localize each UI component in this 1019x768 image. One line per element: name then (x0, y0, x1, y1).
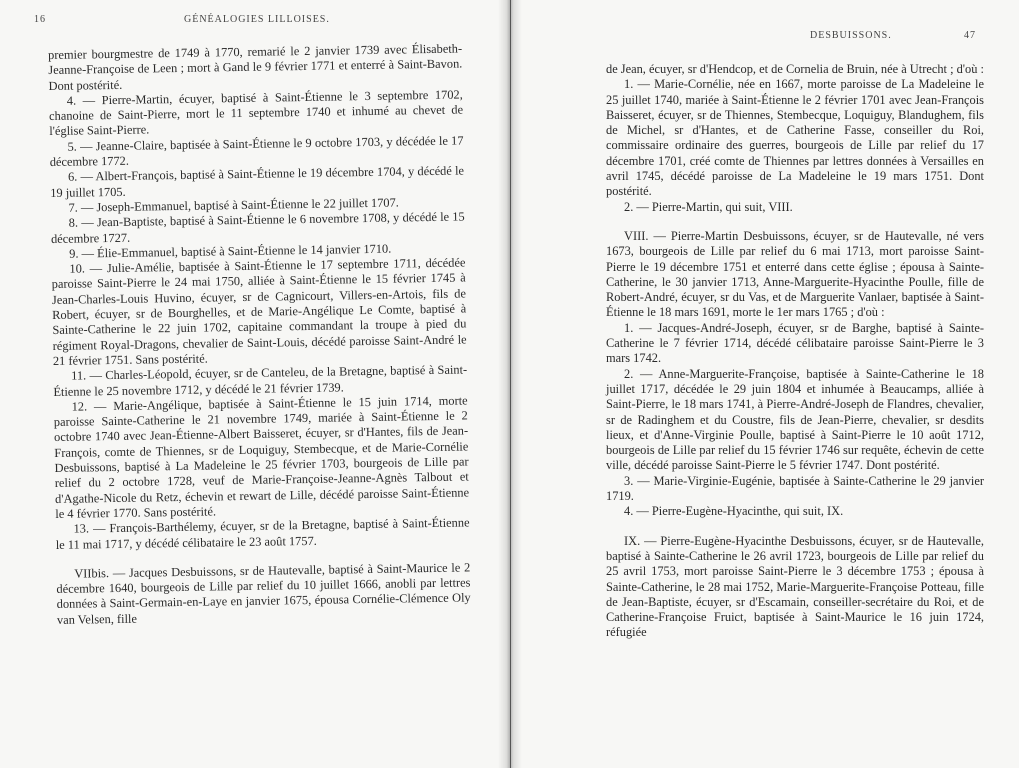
running-head-right: DESBUISSONS. (810, 30, 892, 41)
paragraph: 11. — Charles-Léopold, écuyer, sr de Canteleu, de la Bretagne, baptisé à Saint-Étienne le 25 novembre 1712, y décédé le 21 février 1739. (53, 362, 468, 399)
paragraph: 6. — Albert-François, baptisé à Saint-Étienne le 19 décembre 1704, y décédé le 19 juillet 1705. (50, 163, 465, 200)
paragraph: 4. — Pierre-Eugène-Hyacinthe, qui suit, IX. (624, 504, 844, 519)
paragraph: IX. — Pierre-Eugène-Hyacinthe Desbuissons, écuyer, sr de Hautevalle, baptisé à Sainte-Catherine le 26 avril 1723, bourgeois de Lille par relief du 25 avril 1753, mort paroisse Saint-Pierre le 3 décembre 1753 ; épousa à Sainte-Catherine, le 28 mai 1752, Marie-Marguerite-Françoise Potteau, fille de Jean-Baptiste, écuyer, sr d'Escamain, conseiller-secrétaire du Roi, et de Catherine-Françoise Fruict, baptisée à Saint-Maurice le 16 juin 1724, réfugiée (606, 533, 984, 640)
paragraph: premier bourgmestre de 1749 à 1770, remarié le 2 janvier 1739 avec Élisabeth-Jeanne-Françoise de Leen ; mort à Gand le 9 février 1771 et enterré à Saint-Bavon. Dont postérité. (48, 41, 463, 93)
paragraph: 5. — Jeanne-Claire, baptisée à Saint-Étienne le 9 octobre 1703, y décédée le 17 décembre 1772. (49, 133, 464, 170)
paragraph: VIIbis. — Jacques Desbuissons, sr de Hautevalle, baptisé à Saint-Maurice le 2 décembre 1640, bourgeois de Lille par relief du 10 juillet 1666, anobli par lettres données à Saint-Germain-en-Laye en janvier 1675, épousa Cornélie-Clémence Oly van Velsen, fille (56, 560, 471, 627)
page-number-left: 16 (34, 14, 46, 25)
right-page (510, 0, 1019, 768)
paragraph: 1. — Marie-Cornélie, née en 1667, morte paroisse de La Madeleine le 25 juillet 1740, mariée à Saint-Étienne le 2 février 1701 avec Jean-François Baisseret, écuyer, sr de Thiennes, Stembecque, Loquiguy, Blandughem, fils de Michel, sr d'Hantes, et de Catherine Fasse, conseiller du Roi, commissaire ordinaire des guerres, bourgeois de Lille par relief du 17 décembre 1701, créé comte de Thiennes par lettres données à Versailles en avril 1745, décédé paroisse de La Madeleine le 19 mars 1751. Dont postérité. (606, 77, 984, 199)
paragraph: 8. — Jean-Baptiste, baptisé à Saint-Étienne le 6 novembre 1708, y décédé le 15 décembre 1727. (50, 209, 465, 246)
running-head-left: GÉNÉALOGIES LILLOISES. (184, 14, 330, 25)
left-page-text (48, 41, 471, 627)
paragraph: 4. — Pierre-Martin, écuyer, baptisé à Saint-Étienne le 3 septembre 1702, chanoine de Saint-Pierre, mort le 11 septembre 1740 et inhumé au chevet de l'église Saint-Pierre. (48, 87, 464, 139)
right-page-text (606, 62, 984, 641)
paragraph: 2. — Pierre-Martin, qui suit, VIII. (624, 199, 793, 214)
paragraph: de Jean, écuyer, sr d'Hendcop, et de Cornelia de Bruin, née à Utrecht ; d'où : (606, 62, 984, 76)
page-number-right: 47 (964, 30, 976, 41)
paragraph: 13. — François-Barthélemy, écuyer, sr de la Bretagne, baptisé à Saint-Étienne le 11 mai 1717, y décédé célibataire le 23 août 1757. (55, 515, 470, 552)
paragraph: 2. — Anne-Marguerite-Françoise, baptisée à Sainte-Catherine le 18 juillet 1717, décédée le 29 juin 1804 et inhumée à Beaucamps, alliée à Saint-Pierre, le 18 mars 1741, à Pierre-André-Joseph de Flandres, chevalier, sr de Radinghem et du Coustre, fils de Jean-Pierre, chevalier, sr desdits lieux, et d'Anne-Virginie Poulle, baptisé à Saint-Pierre le 10 août 1712, bourgeois de Lille par relief du 15 février 1746 sur requête, échevin de cette ville, décédé paroisse Saint-Pierre le 5 février 1747. Dont postérité. (606, 366, 984, 473)
paragraph: 3. — Marie-Virginie-Eugénie, baptisée à Sainte-Catherine le 29 janvier 1719. (606, 473, 984, 504)
paragraph: 9. — Élie-Emmanuel, baptisé à Saint-Étienne le 14 janvier 1710. (69, 241, 392, 261)
paragraph: 12. — Marie-Angélique, baptisée à Saint-Étienne le 15 juin 1714, morte paroisse Sainte-Catherine le 21 novembre 1749, mariée à Saint-Étienne le 2 octobre 1740 avec Jean-Étienne-Albert Baisseret, écuyer, sr d'Hantes, fils de Jean-François, comte de Thiennes, sr de Loquiguy, Stembecque, et de Marie-Cornélie Desbuissons, baptisé à La Madeleine le 25 février 1703, bourgeois de Lille par relief du 2 octobre 1728, veuf de Marie-Françoise-Jeanne-Agnès Talbout et d'Agathe-Nicole du Retz, échevin et rewart de Lille, décédé paroisse Saint-Étienne le 4 février 1770. Sans postérité. (53, 393, 470, 521)
paragraph: 7. — Joseph-Emmanuel, baptisé à Saint-Étienne le 22 juillet 1707. (68, 195, 399, 215)
paragraph: VIII. — Pierre-Martin Desbuissons, écuyer, sr de Hautevalle, né vers 1673, bourgeois de Lille par relief du 6 mai 1713, mort paroisse Saint-Pierre le 19 décembre 1751 et enterré dans cette église ; épousa à Sainte-Catherine, le 30 janvier 1713, Anne-Marguerite-Hyacinthe Poulle, fille de Robert-André, écuyer, sr du Vas, et de Marguerite Vanlaer, baptisée à Saint-Étienne le 18 mars 1691, morte le 1er mars 1765 ; d'où : (606, 228, 984, 320)
paragraph: 1. — Jacques-André-Joseph, écuyer, sr de Barghe, baptisé à Sainte-Catherine le 7 février 1714, décédé célibataire paroisse Saint-Pierre le 3 mars 1742. (606, 320, 984, 366)
paragraph: 10. — Julie-Amélie, baptisée à Saint-Étienne le 17 septembre 1711, décédée paroisse Saint-Pierre le 24 mai 1750, alliée à Saint-Étienne le 15 février 1745 à Jean-Charles-Louis Huvino, écuyer, sr de Cagnicourt, Villers-en-Artois, fils de Robert, écuyer, sr de Bourghelles, et de Marie-Angélique Le Comte, baptisé à Sainte-Catherine le 22 juin 1702, capitaine commandant la troupe à pied du régiment Royal-Dragons, chevalier de Saint-Louis, décédé paroisse Saint-André le 21 février 1751. Sans postérité. (51, 255, 467, 368)
